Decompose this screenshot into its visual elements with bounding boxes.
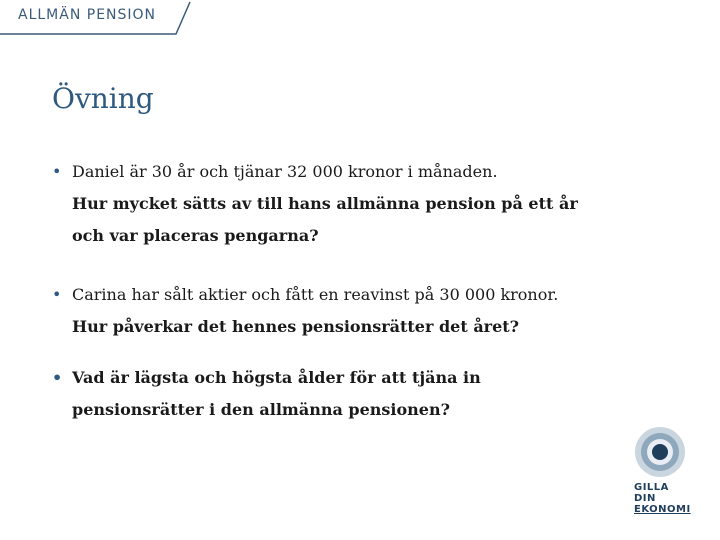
exercise-item-2 [52, 283, 672, 339]
page-title: Övning [52, 82, 154, 115]
exercise-item-3 [52, 366, 672, 422]
exercise-statement: Daniel är 30 år och tjänar 32 000 kronor i månaden. [72, 162, 498, 181]
exercise-question-cont: pensionsrätter i den allmänna pensionen? [72, 400, 450, 419]
bullet-icon: • [52, 162, 62, 181]
gilla-din-ekonomi-logo [628, 424, 692, 515]
header-tag [0, 0, 200, 40]
exercise-question: Hur påverkar det hennes pensionsrätter det året? [72, 317, 520, 336]
exercise-question: Vad är lägsta och högsta ålder för att tjäna in [72, 368, 481, 387]
exercise-question: Hur mycket sätts av till hans allmänna pension på ett år [72, 194, 578, 213]
target-icon [628, 424, 692, 478]
exercise-item-1 [52, 160, 672, 248]
logo-text-line1: GILLA DIN [634, 482, 669, 504]
bullet-icon: • [52, 368, 63, 387]
logo-text-line2: EKONOMI [634, 504, 691, 515]
exercise-question-cont: och var placeras pengarna? [72, 226, 319, 245]
bullet-icon: • [52, 285, 62, 304]
exercise-statement: Carina har sålt aktier och fått en reavinst på 30 000 kronor. [72, 285, 559, 304]
section-label: ALLMÄN PENSION [18, 7, 157, 23]
